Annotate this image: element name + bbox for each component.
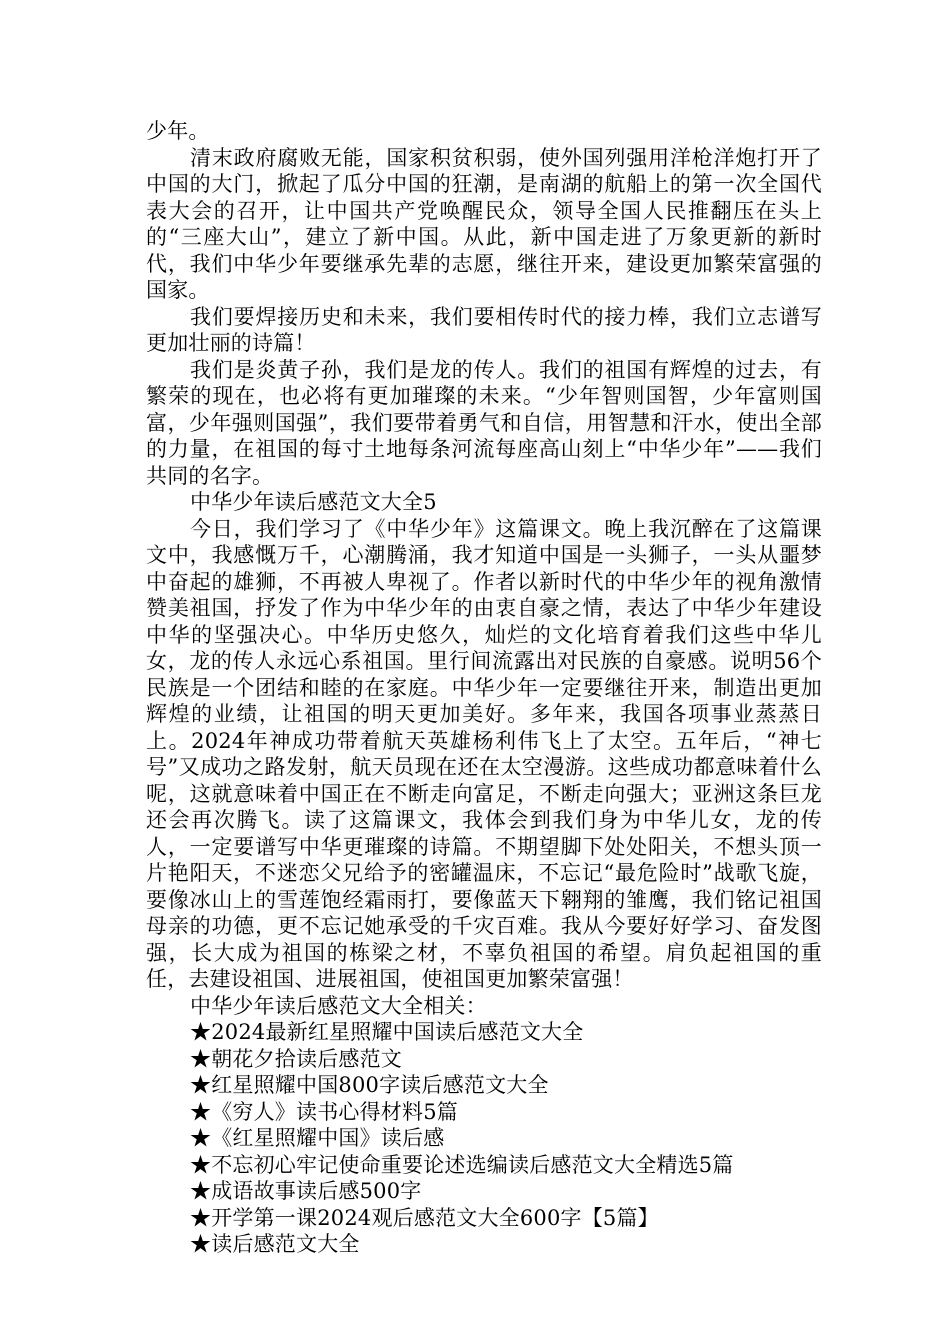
related-link[interactable]: ★2024最新红星照耀中国读后感范文大全 xyxy=(190,1020,584,1044)
paragraph-continuation: 少年。 xyxy=(146,119,210,143)
related-link[interactable]: ★红星照耀中国800字读后感范文大全 xyxy=(190,1073,549,1097)
related-links-list xyxy=(146,1019,822,1258)
paragraph-history: 清末政府腐败无能，国家积贫积弱，使外国列强用洋枪洋炮打开了中国的大门，掀起了瓜分中国的狂潮，是南湖的航船上的第一次全国代表大会的召开，让中国共产党唤醒民众，领导全国人民推翻压在头上的“三座大山”，建立了新中国。从此，新中国走进了万象更新的新时代，我们中华少年要继承先辈的志愿，继往开来，建设更加繁荣富强的国家。 xyxy=(146,145,822,302)
related-link[interactable]: ★成语故事读后感500字 xyxy=(190,1179,422,1203)
related-link[interactable]: ★《穷人》读书心得材料5篇 xyxy=(190,1099,458,1124)
section-heading: 中华少年读后感范文大全5 xyxy=(190,490,437,514)
related-link[interactable]: ★《红星照耀中国》读后感 xyxy=(190,1126,445,1150)
article-body xyxy=(146,118,822,1258)
related-heading: 中华少年读后感范文大全相关： xyxy=(190,993,487,1018)
paragraph-aspiration: 我们要焊接历史和未来，我们要相传时代的接力棒，我们立志谱写更加壮丽的诗篇！ xyxy=(146,304,822,355)
related-link[interactable]: ★不忘初心牢记使命重要论述选编读后感范文大全精选5篇 xyxy=(190,1152,734,1177)
related-link[interactable]: ★朝花夕拾读后感范文 xyxy=(190,1046,402,1071)
paragraph-essay: 今日，我们学习了《中华少年》这篇课文。晚上我沉醉在了这篇课文中，我感慨万千，心潮腾涌，我才知道中国是一头狮子，一头从噩梦中奋起的雄狮，不再被人卑视了。作者以新时代的中华少年的视角激情赞美祖国，抒发了作为中华少年的由衷自豪之情，表达了中华少年建设中华的坚强决心。中华历史悠久，灿烂的文化培育着我们这些中华儿女，龙的传人永远心系祖国。里行间流露出对民族的自豪感。说明56个民族是一个团结和睦的在家庭。中华少年一定要继往开来，制造出更加辉煌的业绩，让祖国的明天更加美好。多年来，我国各项事业蒸蒸日上。2024年神成功带着航天英雄杨利伟飞上了太空。五年后，“神七号”又成功之路发射，航天员现在还在太空漫游。这些成功都意味着什么呢，这就意味着中国正在不断走向富足，不断走向强大；亚洲这条巨龙还会再次腾飞。读了这篇课文，我体会到我们身为中华儿女，龙的传人，一定要谱写中华更璀璨的诗篇。不期望脚下处处阳关，不想头顶一片艳阳天，不迷恋父兄给予的密罐温床，不忘记“最危险时”战歌飞旋，要像冰山上的雪莲饱经霜雨打，要像蓝天下翱翔的雏鹰，我们铭记祖国母亲的功德，更不忘记她承受的千灾百难。我从今要好好学习、奋发图强，长大成为祖国的栋梁之材，不辜负祖国的希望。肩负起祖国的重任，去建设祖国、进展祖国，使祖国更加繁荣富强！ xyxy=(146,516,822,991)
related-link[interactable]: ★读后感范文大全 xyxy=(190,1232,360,1256)
related-link[interactable]: ★开学第一课2024观后感范文大全600字【5篇】 xyxy=(190,1205,659,1230)
paragraph-descendants: 我们是炎黄子孙，我们是龙的传人。我们的祖国有辉煌的过去，有繁荣的现在，也必将有更加璀璨的未来。“少年智则国智，少年富则国富，少年强则国强”，我们要带着勇气和自信，用智慧和汗水，使出全部的力量，在祖国的每寸土地每条河流每座高山刻上“中华少年”——我们共同的名字。 xyxy=(146,357,822,488)
